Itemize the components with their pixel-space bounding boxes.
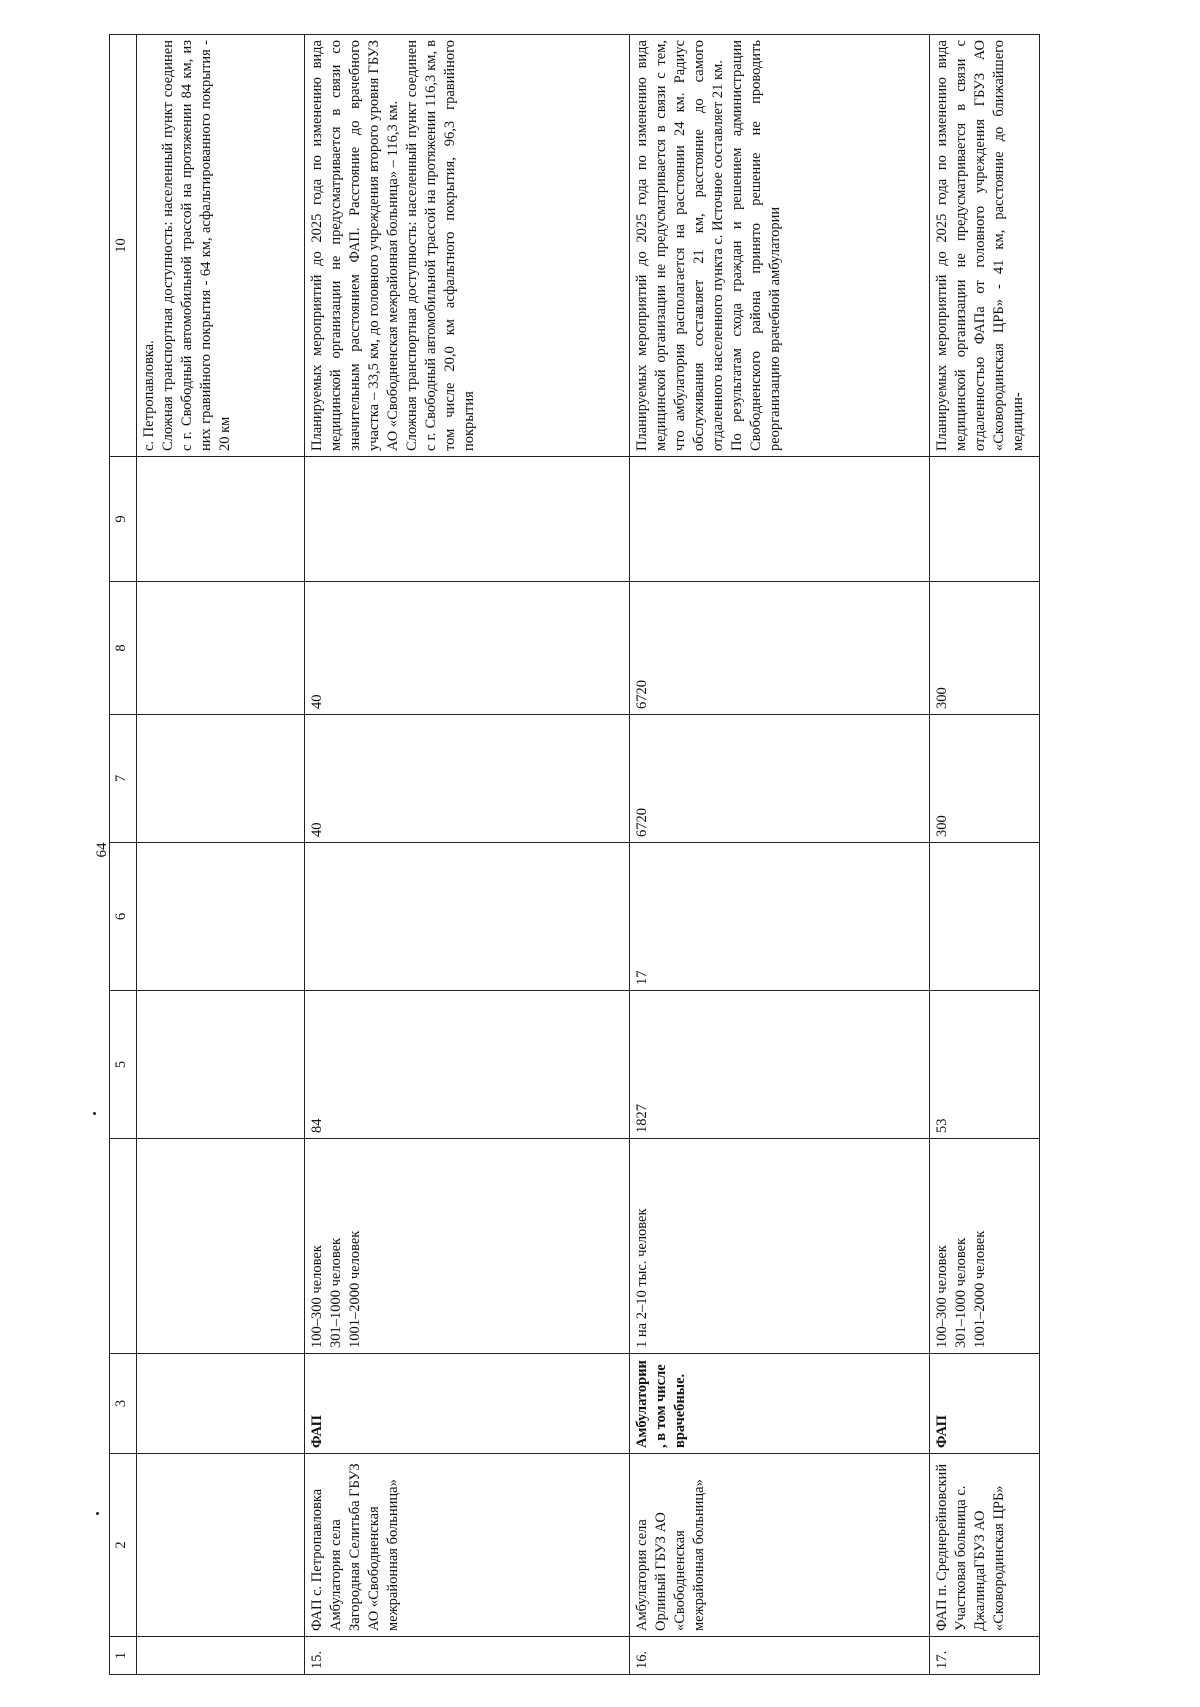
cell-col6	[305, 843, 630, 991]
cell-col5: 53	[930, 991, 1040, 1139]
header-cell: 10	[110, 35, 137, 457]
header-cell: 2	[110, 1454, 137, 1637]
cell-col5: 84	[305, 991, 630, 1139]
header-cell: 7	[110, 715, 137, 843]
norm-line: 100–300 человек	[934, 1245, 950, 1348]
table-row	[305, 35, 630, 1675]
header-cell: 5	[110, 991, 137, 1139]
norm-line: 1001–2000 человек	[972, 1230, 988, 1348]
facility-name: Амбулатория села Орлиный ГБУЗ АО «Свободненская межрайонная больница»	[630, 1454, 930, 1637]
table-row	[630, 35, 930, 1675]
header-cell: 6	[110, 843, 137, 991]
header-cell: 8	[110, 582, 137, 715]
note-paragraph: Планируемых мероприятий до 2025 года по изменению вида медицинской организации не предусматривается в связи с тем, что амбулатория располагается на расстоянии 24 км. Радиус обслуживания составляет 21 км, расстояние до самого отдаленного населенного пункта с. Источное составляет 21 км.	[634, 40, 726, 451]
header-row	[110, 35, 137, 1675]
cell-col7: 300	[930, 715, 1040, 843]
facility-table	[109, 34, 1040, 1675]
continuation-row	[137, 35, 305, 1675]
cell-col7: 6720	[630, 715, 930, 843]
scan-dot	[93, 1112, 96, 1115]
header-cell: 3	[110, 1354, 137, 1454]
page-number: 64	[94, 842, 110, 858]
note-paragraph: По результатам схода граждан и решением администрации Свободненского района принято решение не проводить реорганизацию врачебной амбулатории	[729, 40, 783, 451]
note-paragraph: Сложная транспортная доступность: населенный пункт соединен с г. Свободный автомобильной трассой на протяжении 84 км, из них гравийного покрытия - 64 км, асфальтированного покрытия - 20 км	[160, 40, 233, 451]
header-cell	[110, 1139, 137, 1354]
norm-line: 301–1000 человек	[328, 1237, 344, 1348]
table-row	[930, 35, 1040, 1675]
note-cell	[630, 35, 930, 457]
norm-line: 100–300 человек	[309, 1245, 325, 1348]
note-paragraph: с. Петропавловка.	[141, 340, 157, 451]
facility-type: Амбулатории, в том числе врачебные.	[630, 1354, 930, 1454]
population-norm	[930, 1139, 1040, 1354]
cell-col9	[930, 457, 1040, 582]
cell-col9	[630, 457, 930, 582]
norm-line: 301–1000 человек	[953, 1237, 969, 1348]
population-norm	[630, 1139, 930, 1354]
facility-name: ФАП п. Среднерейновский Участковая больница с. ДжалиндаГБУЗ АО «Сковородинская ЦРБ»	[930, 1454, 1040, 1637]
cell-col8: 40	[305, 582, 630, 715]
note-paragraph: Планируемых мероприятий до 2025 года по изменению вида медицинской организации не предусматривается в связи со значительным расстоянием ФАП. Расстояние до врачебного участка – 33,5 км, до головного учреждения второго уровня ГБУЗ АО «Свободненская межрайонная больница» – 116,3 км.	[309, 40, 401, 451]
facility-name: ФАП с. Петропавловка Амбулатория села Загородная Селитьба ГБУЗ АО «Свободненская межрайонная больница»	[305, 1454, 630, 1637]
norm-line: 1 на 2–10 тыс. человек	[634, 1208, 650, 1348]
cell-col6	[930, 843, 1040, 991]
note-cell	[137, 35, 305, 457]
rotated-table-container	[109, 35, 1184, 1675]
row-number: 17.	[930, 1637, 1040, 1675]
scan-dot	[96, 1512, 99, 1515]
header-cell: 9	[110, 457, 137, 582]
population-norm	[305, 1139, 630, 1354]
cell-col9	[305, 457, 630, 582]
header-cell: 1	[110, 1637, 137, 1675]
note-cell	[305, 35, 630, 457]
facility-type: ФАП	[305, 1354, 630, 1454]
facility-type: ФАП	[930, 1354, 1040, 1454]
cell-col8: 6720	[630, 582, 930, 715]
cell-col8: 300	[930, 582, 1040, 715]
note-paragraph: Планируемых мероприятий до 2025 года по изменению вида медицинской организации не предусматривается в связи с отдаленностью ФАПа от головного учреждения ГБУЗ АО «Сковородинская ЦРБ» - 41 км, расстояние до ближайшего медицин-	[934, 40, 1026, 451]
cell-col7: 40	[305, 715, 630, 843]
note-paragraph: Сложная транспортная доступность: населенный пункт соединен с г. Свободный автомобильной трассой на протяжении 116,3 км, в том числе 20,0 км асфальтного покрытия, 96,3 гравийного покрытия	[404, 40, 477, 451]
note-cell	[930, 35, 1040, 457]
cell-col6: 17	[630, 843, 930, 991]
cell-col5: 1827	[630, 991, 930, 1139]
row-number: 15.	[305, 1637, 630, 1675]
row-number: 16.	[630, 1637, 930, 1675]
norm-line: 1001–2000 человек	[347, 1230, 363, 1348]
